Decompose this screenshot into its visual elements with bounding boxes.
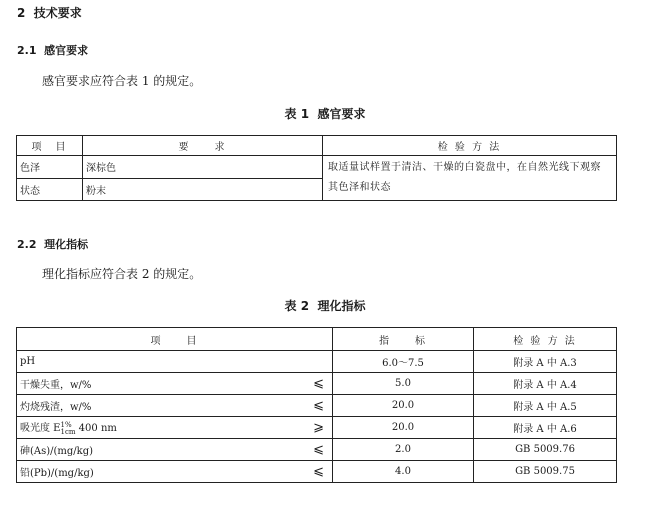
row-item: pH	[17, 351, 303, 373]
row-value: 5.0	[333, 373, 474, 395]
row-comparator: ⩽	[303, 395, 333, 417]
table-header-row	[17, 328, 617, 351]
table1-caption-label: 表 1	[284, 107, 310, 121]
row-method: GB 5009.75	[474, 461, 617, 483]
row-item-absorbance	[17, 417, 303, 439]
row-comparator: ⩾	[303, 417, 333, 439]
row-item: 状态	[17, 178, 83, 201]
header-method: 检 验 方 法	[474, 328, 617, 351]
absorbance-superscript: 1%	[60, 420, 72, 429]
table2-caption-title: 理化指标	[317, 299, 366, 313]
table2-caption	[0, 297, 650, 314]
row-value: 6.0～7.5	[333, 351, 474, 373]
row-method: 取适量试样置于清洁、干燥的白瓷盘中，在自然光线下观察其色泽和状态	[323, 156, 617, 201]
row-comparator	[303, 351, 333, 373]
row-value: 20.0	[333, 395, 474, 417]
sensory-table	[16, 135, 617, 201]
row-method: 附录 A 中 A.3	[474, 351, 617, 373]
absorbance-subscript: 1cm	[60, 427, 76, 436]
header-item: 项 目	[17, 136, 83, 156]
header-method: 检 验 方 法	[323, 136, 617, 156]
row-method: 附录 A 中 A.5	[474, 395, 617, 417]
row-requirement: 深棕色	[83, 156, 323, 179]
absorbance-prefix: 吸光度 E	[20, 423, 61, 435]
paragraph-physicochemical: 理化指标应符合表 2 的规定。	[42, 267, 202, 281]
paragraph-sensory: 感官要求应符合表 1 的规定。	[42, 74, 202, 88]
subsection-heading-sensory	[17, 42, 88, 58]
table-row	[17, 395, 617, 417]
table2-caption-label: 表 2	[284, 299, 310, 313]
table-row	[17, 417, 617, 439]
row-comparator: ⩽	[303, 461, 333, 483]
row-method: 附录 A 中 A.6	[474, 417, 617, 439]
row-item: 色泽	[17, 156, 83, 179]
row-requirement: 粉末	[83, 178, 323, 201]
table1-caption	[0, 105, 650, 122]
row-value: 4.0	[333, 461, 474, 483]
row-value: 20.0	[333, 417, 474, 439]
header-requirement: 要 求	[83, 136, 323, 156]
row-item: 铅(Pb)/(mg/kg)	[17, 461, 303, 483]
table-row	[17, 351, 617, 373]
table-row	[17, 439, 617, 461]
table-header-row	[17, 136, 617, 156]
physicochemical-table	[16, 327, 617, 483]
table-row	[17, 156, 617, 179]
header-index: 指 标	[333, 328, 474, 351]
subsection-heading-physicochemical	[17, 236, 88, 252]
row-comparator: ⩽	[303, 439, 333, 461]
row-item: 砷(As)/(mg/kg)	[17, 439, 303, 461]
row-value: 2.0	[333, 439, 474, 461]
row-comparator: ⩽	[303, 373, 333, 395]
table-row	[17, 373, 617, 395]
subsection-number: 2.2	[17, 238, 37, 251]
table-row	[17, 461, 617, 483]
row-method: GB 5009.76	[474, 439, 617, 461]
subsection-number: 2.1	[17, 44, 37, 57]
section-heading	[17, 4, 82, 21]
header-item: 项 目	[17, 328, 333, 351]
table1-caption-title: 感官要求	[317, 107, 366, 121]
section-title: 技术要求	[33, 6, 82, 20]
subsection-title: 理化指标	[44, 238, 89, 251]
subsection-title: 感官要求	[44, 44, 89, 57]
row-method: 附录 A 中 A.4	[474, 373, 617, 395]
absorbance-suffix: 400 nm	[75, 423, 117, 435]
row-item: 灼烧残渣，w/%	[17, 395, 303, 417]
row-item: 干燥失重，w/%	[17, 373, 303, 395]
section-number: 2	[17, 6, 26, 20]
